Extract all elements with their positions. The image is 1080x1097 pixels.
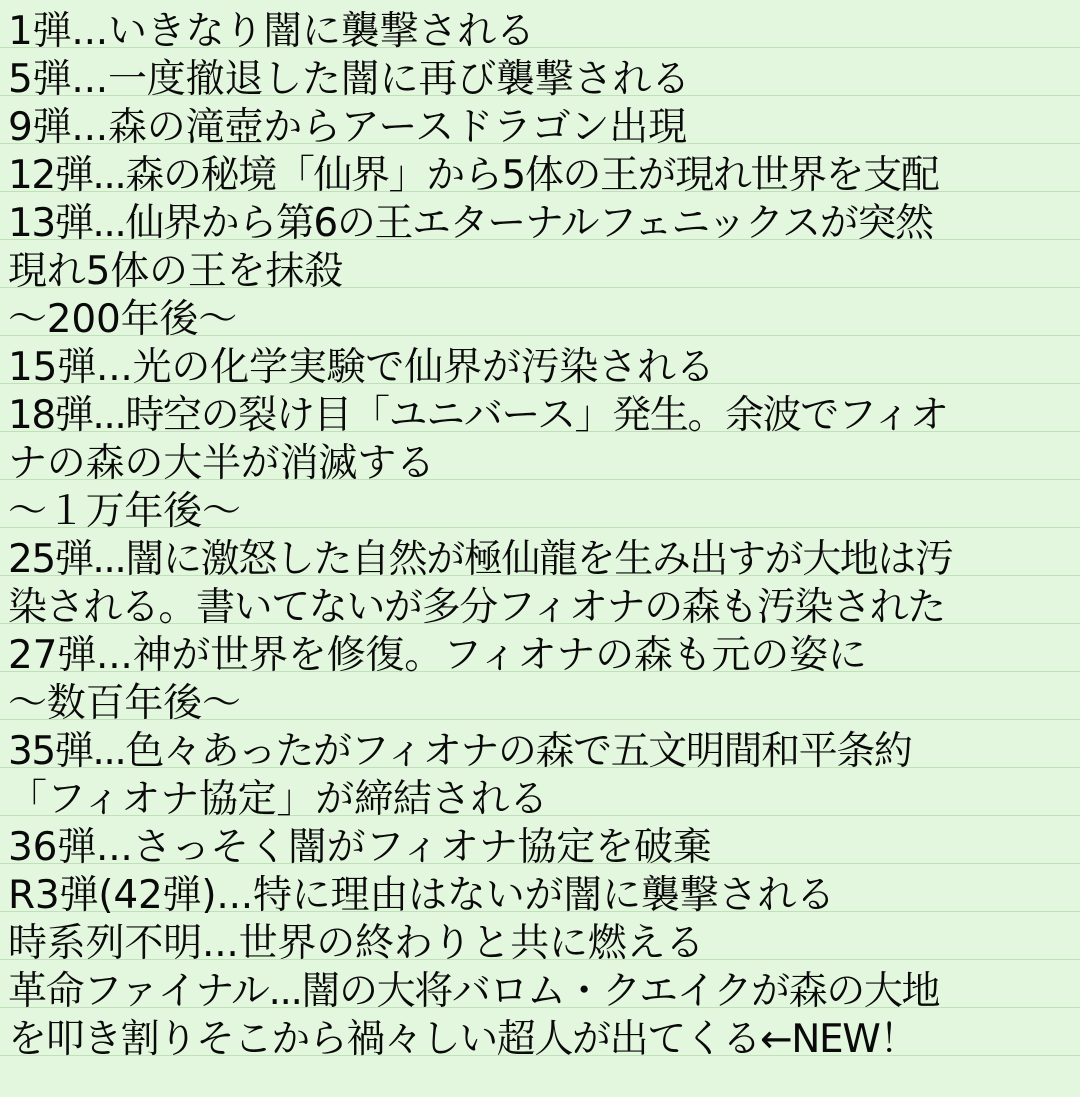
text-line: 13弾...仙界から第6の王エターナルフェニックスが突然 bbox=[8, 201, 933, 246]
text-line: 12弾...森の秘境「仙界」から5体の王が現れ世界を支配 bbox=[8, 153, 939, 198]
text-line: 15弾...光の化学実験で仙界が汚染される bbox=[8, 345, 715, 390]
text-line: 35弾...色々あったがフィオナの森で五文明間和平条約 bbox=[8, 729, 912, 774]
text-line: 5弾...一度撤退した闇に再び襲撃される bbox=[8, 57, 691, 102]
timeline-text-block bbox=[8, 8, 1074, 1064]
text-line: 25弾...闇に激怒した自然が極仙龍を生み出すが大地は汚 bbox=[8, 537, 953, 582]
text-line: 1弾...いきなり闇に襲撃される bbox=[8, 9, 535, 54]
text-line: 〜数百年後〜 bbox=[8, 681, 241, 726]
text-line: 〜１万年後〜 bbox=[8, 489, 241, 534]
text-line: 27弾...神が世界を修復。フィオナの森も元の姿に bbox=[8, 633, 867, 678]
text-line: 36弾...さっそく闇がフィオナ協定を破棄 bbox=[8, 825, 712, 870]
text-line: 「フィオナ協定」が締結される bbox=[8, 777, 549, 822]
text-line: を叩き割りそこから禍々しい超人が出てくる←NEW！ bbox=[8, 1017, 918, 1062]
text-line: 革命ファイナル...闇の大将バロム・クエイクが森の大地 bbox=[8, 969, 940, 1014]
text-line: 9弾...森の滝壺からアースドラゴン出現 bbox=[8, 105, 687, 150]
text-line: 染される。書いてないが多分フィオナの森も汚染された bbox=[8, 585, 945, 630]
text-line: 現れ5体の王を抹殺 bbox=[8, 249, 344, 294]
text-line: ナの森の大半が消滅する bbox=[8, 441, 435, 486]
text-line: 〜200年後〜 bbox=[8, 297, 238, 342]
text-line: 時系列不明...世界の終わりと共に燃える bbox=[8, 921, 705, 966]
text-line: R3弾(42弾)...特に理由はないが闇に襲撃される bbox=[8, 873, 835, 918]
text-line: 18弾...時空の裂け目「ユニバース」発生。余波でフィオ bbox=[8, 393, 948, 438]
